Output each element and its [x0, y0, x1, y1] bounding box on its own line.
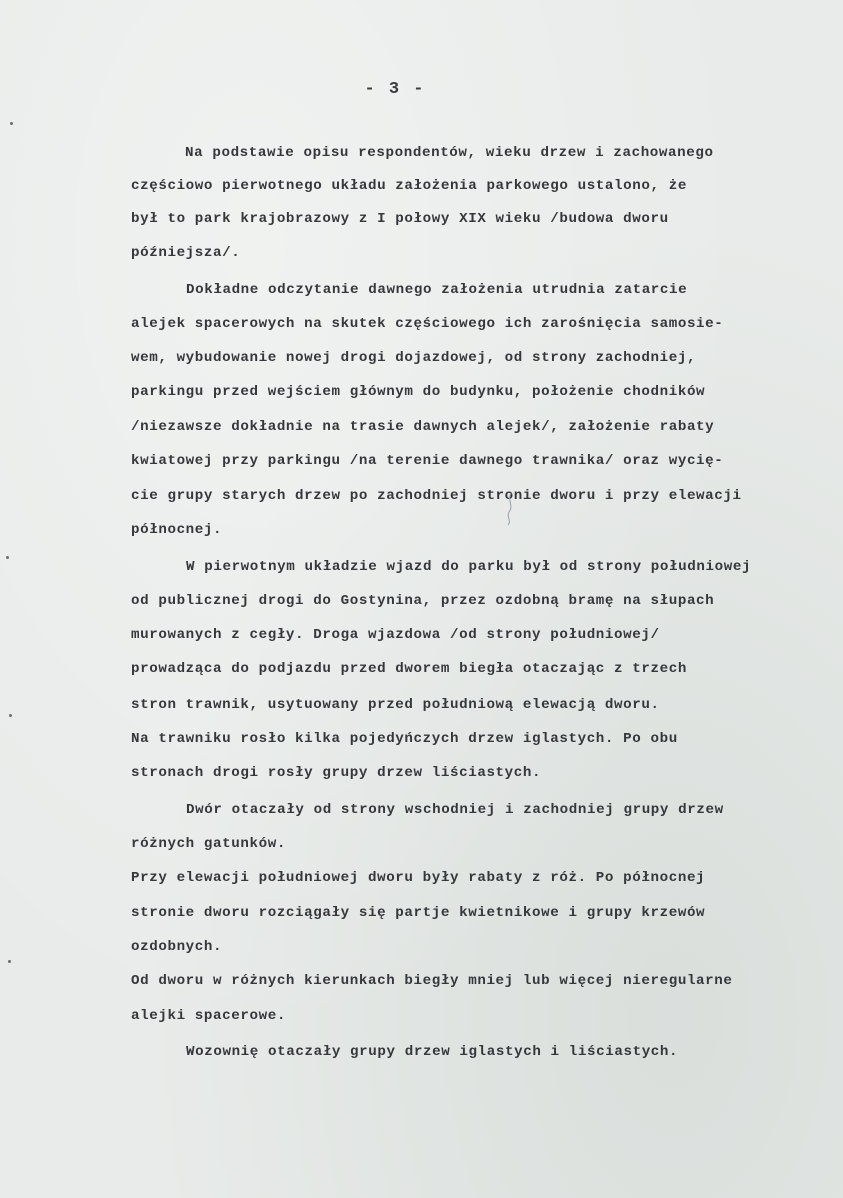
speck — [6, 556, 9, 559]
text-line: późniejsza/. — [131, 245, 241, 261]
text-line: ozdobnych. — [131, 939, 223, 955]
text-line: północnej. — [131, 522, 223, 538]
text-line: /niezawsze dokładnie na trasie dawnych alejek/, założenie rabaty — [131, 419, 715, 435]
text-line: stronach drogi rosły grupy drzew liściastych. — [131, 765, 542, 781]
text-line: cie grupy starych drzew po zachodniej stronie dworu i przy elewacji — [131, 488, 742, 504]
text-line: parkingu przed wejściem głównym do budynku, położenie chodników — [131, 384, 706, 400]
text-line: częściowo pierwotnego układu założenia parkowego ustalono, że — [131, 178, 687, 194]
text-line: stronie dworu rozciągały się partje kwietnikowe i grupy krzewów — [131, 905, 706, 921]
text-line: alejki spacerowe. — [131, 1008, 286, 1024]
text-line: Na podstawie opisu respondentów, wieku drzew i zachowanego — [185, 145, 714, 161]
text-line: murowanych z cegły. Droga wjazdowa /od strony południowej/ — [131, 627, 660, 643]
speck — [10, 122, 13, 125]
pen-mark — [505, 492, 515, 526]
text-line: Dokładne odczytanie dawnego założenia utrudnia zatarcie — [186, 282, 688, 298]
text-line: Wozownię otaczały grupy drzew iglastych i liściastych. — [186, 1044, 679, 1060]
text-line: od publicznej drogi do Gostynina, przez ozdobną bramę na słupach — [131, 593, 715, 609]
text-line: kwiatowej przy parkingu /na terenie dawnego trawnika/ oraz wycię- — [131, 453, 724, 469]
text-line: wem, wybudowanie nowej drogi dojazdowej, od strony zachodniej, — [131, 350, 697, 366]
speck — [9, 714, 12, 717]
text-line: W pierwotnym układzie wjazd do parku był od strony południowej — [186, 559, 752, 575]
text-line: Dwór otaczały od strony wschodniej i zachodniej grupy drzew — [186, 802, 724, 818]
text-line: alejek spacerowych na skutek częściowego ich zarośnięcia samosie- — [131, 316, 724, 332]
speck — [8, 960, 11, 963]
text-line: Od dworu w różnych kierunkach biegły mniej lub więcej nieregularne — [131, 973, 733, 989]
text-line: stron trawnik, usytuowany przed południową elewacją dworu. — [131, 697, 660, 713]
text-line: różnych gatunków. — [131, 836, 286, 852]
text-line: prowadząca do podjazdu przed dworem biegła otaczając z trzech — [131, 661, 687, 677]
page-number: - 3 - — [364, 80, 426, 99]
text-line: Przy elewacji południowej dworu były rabaty z róż. Po północnej — [131, 870, 706, 886]
text-line: Na trawniku rosło kilka pojedyńczych drzew iglastych. Po obu — [131, 731, 678, 747]
text-line: był to park krajobrazowy z I połowy XIX wieku /budowa dworu — [131, 211, 669, 227]
